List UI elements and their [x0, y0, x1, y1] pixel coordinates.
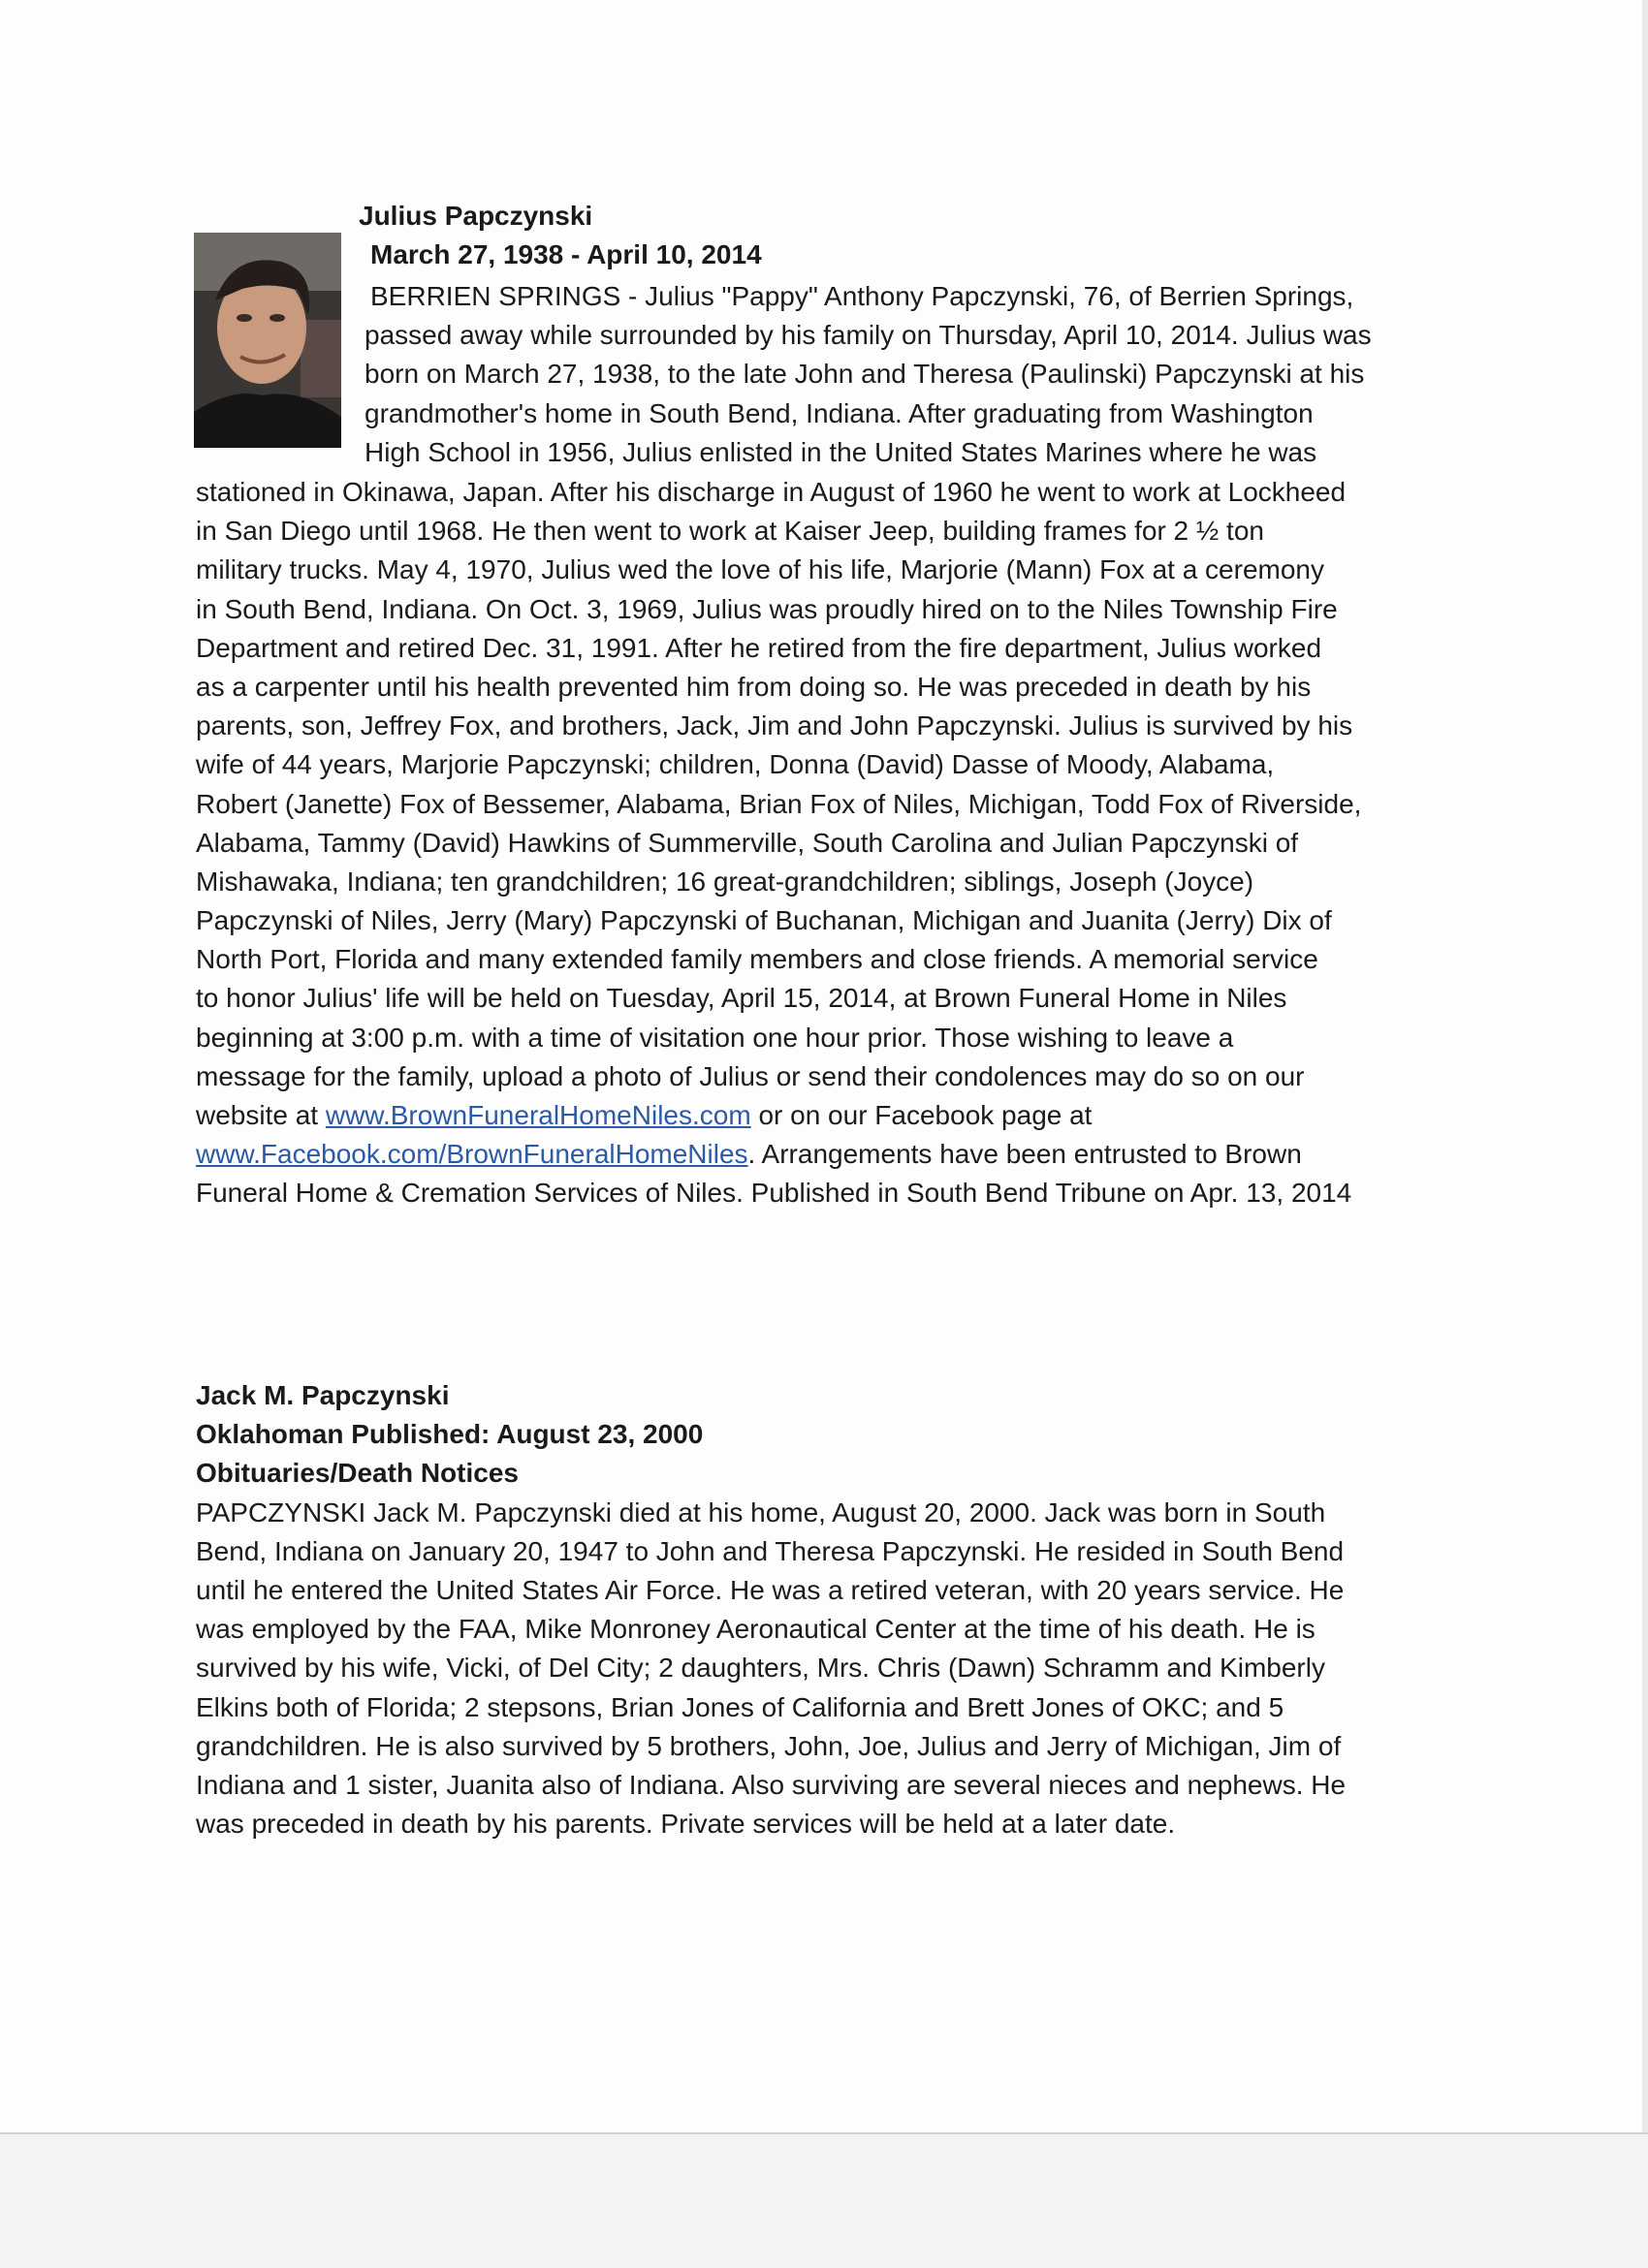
body-line: Mishawaka, Indiana; ten grandchildren; 16 great-grandchildren; siblings, Joseph (Joyce) — [196, 866, 1254, 897]
body-line: as a carpenter until his health prevented him from doing so. He was preceded in death by his — [196, 671, 1312, 702]
body-line: was employed by the FAA, Mike Monroney Aeronautical Center at the time of his death. He is — [196, 1614, 1315, 1645]
body-line: PAPCZYNSKI Jack M. Papczynski died at his home, August 20, 2000. Jack was born in South — [196, 1496, 1326, 1528]
jack-published: Oklahoman Published: August 23, 2000 — [196, 1419, 704, 1450]
facebook-suffix: . Arrangements have been entrusted to Brown — [747, 1139, 1302, 1170]
body-line: stationed in Okinawa, Japan. After his discharge in August of 1960 he went to work at Lockheed — [196, 477, 1347, 507]
portrait-photo — [194, 233, 341, 448]
body-line: Elkins both of Florida; 2 stepsons, Brian Jones of California and Brett Jones of OKC; and 5 — [196, 1691, 1284, 1722]
body-line: BERRIEN SPRINGS - Julius "Pappy" Anthony Papczynski, 76, of Berrien Springs, — [370, 281, 1354, 311]
body-line: Robert (Janette) Fox of Bessemer, Alabama, Brian Fox of Niles, Michigan, Todd Fox of Riverside, — [196, 788, 1362, 819]
body-line: beginning at 3:00 p.m. with a time of visitation one hour prior. Those wishing to leave a — [196, 1022, 1234, 1053]
body-line: High School in 1956, Julius enlisted in the United States Marines where he was — [364, 436, 1317, 467]
jack-obituary — [196, 1376, 1346, 1843]
julius-obituary-body — [196, 473, 1361, 1213]
body-line: North Port, Florida and many extended family members and close friends. A memorial service — [196, 944, 1318, 975]
body-line: to honor Julius' life will be held on Tuesday, April 15, 2014, at Brown Funeral Home in Niles — [196, 983, 1287, 1014]
facebook-line — [196, 1135, 1361, 1174]
body-line: survived by his wife, Vicki, of Del City; 2 daughters, Mrs. Chris (Dawn) Schramm and Kimberly — [196, 1653, 1325, 1684]
website-prefix: website at — [196, 1100, 326, 1130]
scanner-bed-edge — [0, 2132, 1648, 2268]
body-line: passed away while surrounded by his family on Thursday, April 10, 2014. Julius was — [364, 320, 1372, 351]
body-line: Papczynski of Niles, Jerry (Mary) Papczynski of Buchanan, Michigan and Juanita (Jerry) Dix of — [196, 905, 1332, 936]
julius-dates: March 27, 1938 - April 10, 2014 — [370, 239, 762, 270]
body-line: parents, son, Jeffrey Fox, and brothers, Jack, Jim and John Papczynski. Julius is survived by his — [196, 710, 1353, 741]
funeral-home-website-link[interactable]: www.BrownFuneralHomeNiles.com — [325, 1100, 751, 1130]
body-line: Department and retired Dec. 31, 1991. After he retired from the fire department, Julius worked — [196, 632, 1322, 663]
julius-name: Julius Papczynski — [359, 201, 593, 231]
website-suffix: or on our Facebook page at — [750, 1100, 1093, 1130]
body-line: Bend, Indiana on January 20, 1947 to John and Theresa Papczynski. He resided in South Bend — [196, 1535, 1345, 1566]
body-line: military trucks. May 4, 1970, Julius wed the love of his life, Marjorie (Mann) Fox at a ceremony — [196, 554, 1324, 585]
body-line: Funeral Home & Cremation Services of Niles. Published in South Bend Tribune on Apr. 13, 2014 — [196, 1178, 1352, 1209]
body-line: was preceded in death by his parents. Private services will be held at a later date. — [196, 1809, 1176, 1840]
scanner-right-edge — [1642, 0, 1648, 2132]
body-line: in South Bend, Indiana. On Oct. 3, 1969, Julius was proudly hired on to the Niles Township Fire — [196, 593, 1338, 624]
website-line — [196, 1096, 1361, 1135]
body-line: grandchildren. He is also survived by 5 brothers, John, Joe, Julius and Jerry of Michigan, Jim of — [196, 1730, 1342, 1761]
portrait-image — [194, 233, 341, 448]
julius-obituary-intro — [364, 277, 1372, 472]
julius-header — [359, 197, 762, 274]
body-line: Indiana and 1 sister, Juanita also of Indiana. Also surviving are several nieces and nephews. He — [196, 1769, 1347, 1800]
body-line: Alabama, Tammy (David) Hawkins of Summerville, South Carolina and Julian Papczynski of — [196, 827, 1299, 858]
body-line: born on March 27, 1938, to the late John and Theresa (Paulinski) Papczynski at his — [364, 359, 1365, 390]
jack-section: Obituaries/Death Notices — [196, 1458, 519, 1489]
body-line: until he entered the United States Air Force. He was a retired veteran, with 20 years service. He — [196, 1574, 1345, 1605]
body-line: message for the family, upload a photo of Julius or send their condolences may do so on our — [196, 1060, 1305, 1091]
jack-name: Jack M. Papczynski — [196, 1380, 450, 1410]
body-line: in San Diego until 1968. He then went to work at Kaiser Jeep, building frames for 2 ½ ton — [196, 516, 1264, 547]
body-line: wife of 44 years, Marjorie Papczynski; children, Donna (David) Dasse of Moody, Alabama, — [196, 749, 1275, 780]
body-line: grandmother's home in South Bend, Indiana. After graduating from Washington — [364, 397, 1314, 428]
facebook-page-link[interactable]: www.Facebook.com/BrownFuneralHomeNiles — [196, 1139, 748, 1170]
